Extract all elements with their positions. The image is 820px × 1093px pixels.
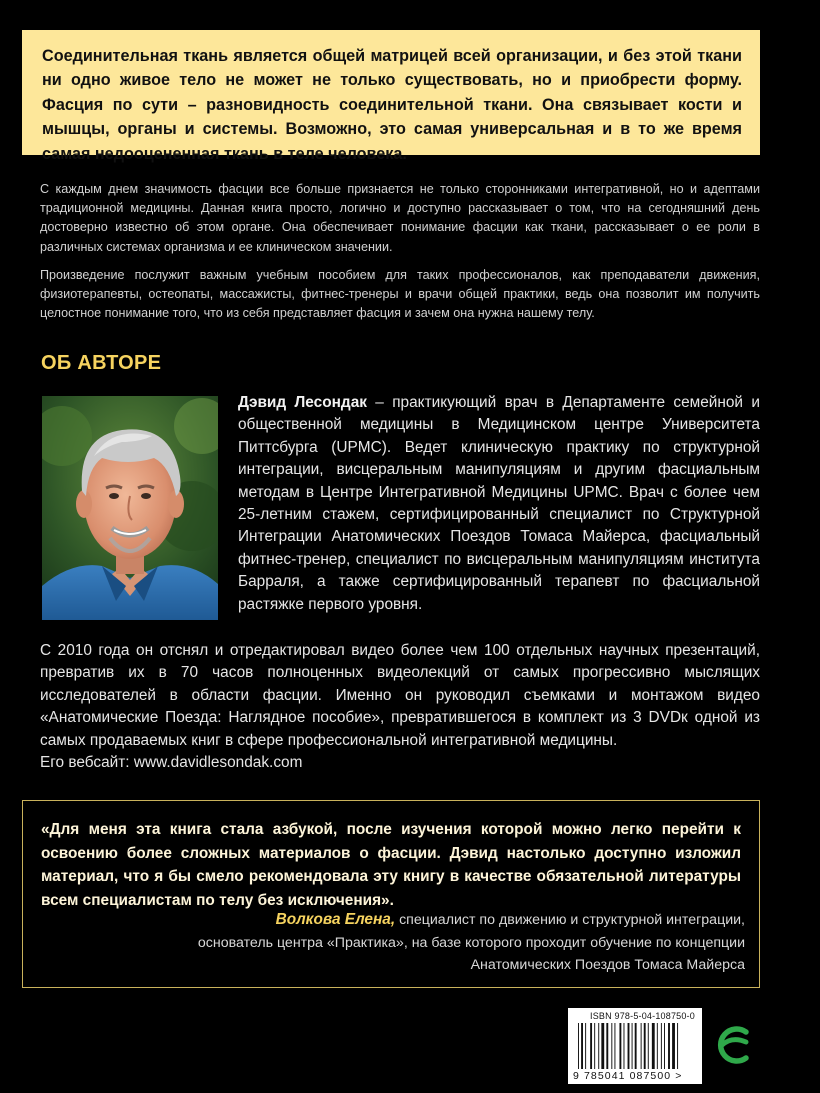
barcode-bar <box>664 1023 665 1069</box>
barcode-bar <box>632 1023 633 1069</box>
barcode-bar <box>594 1023 595 1069</box>
website-label: Его вебсайт: <box>40 754 134 772</box>
barcode-bar <box>611 1023 612 1069</box>
testimonial-author-role-2: основатель центра «Практика», на базе которого проходит обучение по концепции <box>197 934 745 951</box>
barcode-bar <box>641 1023 642 1069</box>
barcode-bar <box>668 1023 670 1069</box>
testimonial-attribution <box>105 909 745 977</box>
barcode-bar <box>585 1023 586 1069</box>
barcode-bar <box>657 1023 658 1069</box>
author-section-title: ОБ АВТОРЕ <box>41 352 162 374</box>
barcode-bar <box>677 1023 678 1069</box>
author-video-paragraph <box>40 640 760 774</box>
intro-text: Соединительная ткань является общей матрицей всей организации, и без этой ткани ни одно живое тело не может не только существовать, но и приобрести форму. Фасция по сути – разновидность соединительной ткани. Она связывает кости и мышцы, органы и системы. Возможно, это самая универсальная и в то же время самая недооцененная ткань в теле человека. <box>42 47 742 163</box>
description-paragraph-1: С каждым днем значимость фасции все больше признается не только сторонниками интегративной, но и адептами традиционной медицины. Данная книга просто, логично и доступно рассказывает о том, что на сегодняшний день достоверно известно об этом органе. Она обеспечивает понимание фасции как ткани, рассказывает о ее роли в различных системах организма и ее клиническом значении. <box>40 182 760 254</box>
testimonial-box <box>22 800 760 988</box>
barcode-bar <box>644 1023 646 1069</box>
author-website-link[interactable]: www.davidlesondak.com <box>133 754 303 772</box>
author-portrait-image <box>42 396 218 620</box>
isbn-number: ISBN 978-5-04-108750-0 <box>590 1011 695 1021</box>
barcode-bar <box>606 1023 608 1069</box>
barcode-bar <box>628 1023 630 1069</box>
intro-box <box>22 30 760 163</box>
barcode-panel <box>568 1008 702 1084</box>
description-paragraph-2: Произведение послужит важным учебным пособием для таких профессионалов, как преподаватели движения, физиотерапевты, остеопаты, массажисты, фитнес-тренеры и врачи общей практики, ведь она позволит им получить целостное понимание того, что из себя представляет фасция и зачем она нужна нашему телу. <box>40 268 760 321</box>
testimonial-author-name: Волкова Елена, <box>275 911 396 928</box>
testimonial-author-role-1: специалист по движению и структурной интеграции, <box>395 912 745 928</box>
publisher-logo-icon <box>714 1020 754 1070</box>
barcode-bar <box>635 1023 637 1069</box>
barcode-bar <box>672 1023 675 1069</box>
author-name: Дэвид Лесондак <box>238 394 367 411</box>
barcode-bar <box>581 1023 583 1069</box>
barcode-bar <box>614 1023 615 1069</box>
barcode-bar <box>590 1023 592 1069</box>
barcode-bar <box>578 1023 579 1069</box>
barcode-bar <box>652 1023 655 1069</box>
barcode-bar <box>601 1023 604 1069</box>
ean-digits: 9 785041 087500 > <box>573 1070 683 1082</box>
author-video-text: С 2010 года он отснял и отредактировал видео более чем 100 отдельных научных презентаций, превратив их в 70 часов полноценных видеолекций от самых прогрессивно мыслящих исследователей в области фасции. Именно он руководил съемками и монтажом видео «Анатомические Поезда: Наглядное пособие», превратившегося в комплект из 3 DVDк одной из самых продаваемых книг в сфере профессиональной интегративной медицины. <box>40 642 760 749</box>
barcode-bar <box>624 1023 625 1069</box>
author-bio-text: – практикующий врач в Департаменте семейной и общественной медицины в Медицинском центре Университета Питтсбурга (UPMC). Ведет клиническую практику по структурной интеграции, висцеральным манипуляциям и другим фасциальным методам в Центре Интегративной Медицины UPMC. Врач с более чем 25-летним стажем, сертифицированный специалист по Структурной Интеграции Анатомических Поездов Томаса Майерса, фасциальный фитнес-тренер, специалист по висцеральным манипуляциям института Барраля, а также сертифицированный терапевт по фасциальной растяжке первого уровня. <box>238 394 760 613</box>
testimonial-author-role-3: Анатомических Поездов Томаса Майерса <box>470 957 745 974</box>
barcode-bar <box>619 1023 621 1069</box>
testimonial-text: «Для меня эта книга стала азбукой, после изучения которой можно легко перейти к освоению более сложных материалов о фасции. Дэвид настолько доступно изложил материал, что я бы смело рекомендовала эту книгу в качестве обязательной литературы всем специалистам по телу без исключения». <box>41 821 741 909</box>
barcode-bar <box>598 1023 599 1069</box>
barcode-bar <box>661 1023 662 1069</box>
author-bio <box>238 392 760 616</box>
barcode-bars-icon <box>576 1023 694 1069</box>
barcode-bar <box>648 1023 649 1069</box>
author-photo <box>42 396 218 620</box>
